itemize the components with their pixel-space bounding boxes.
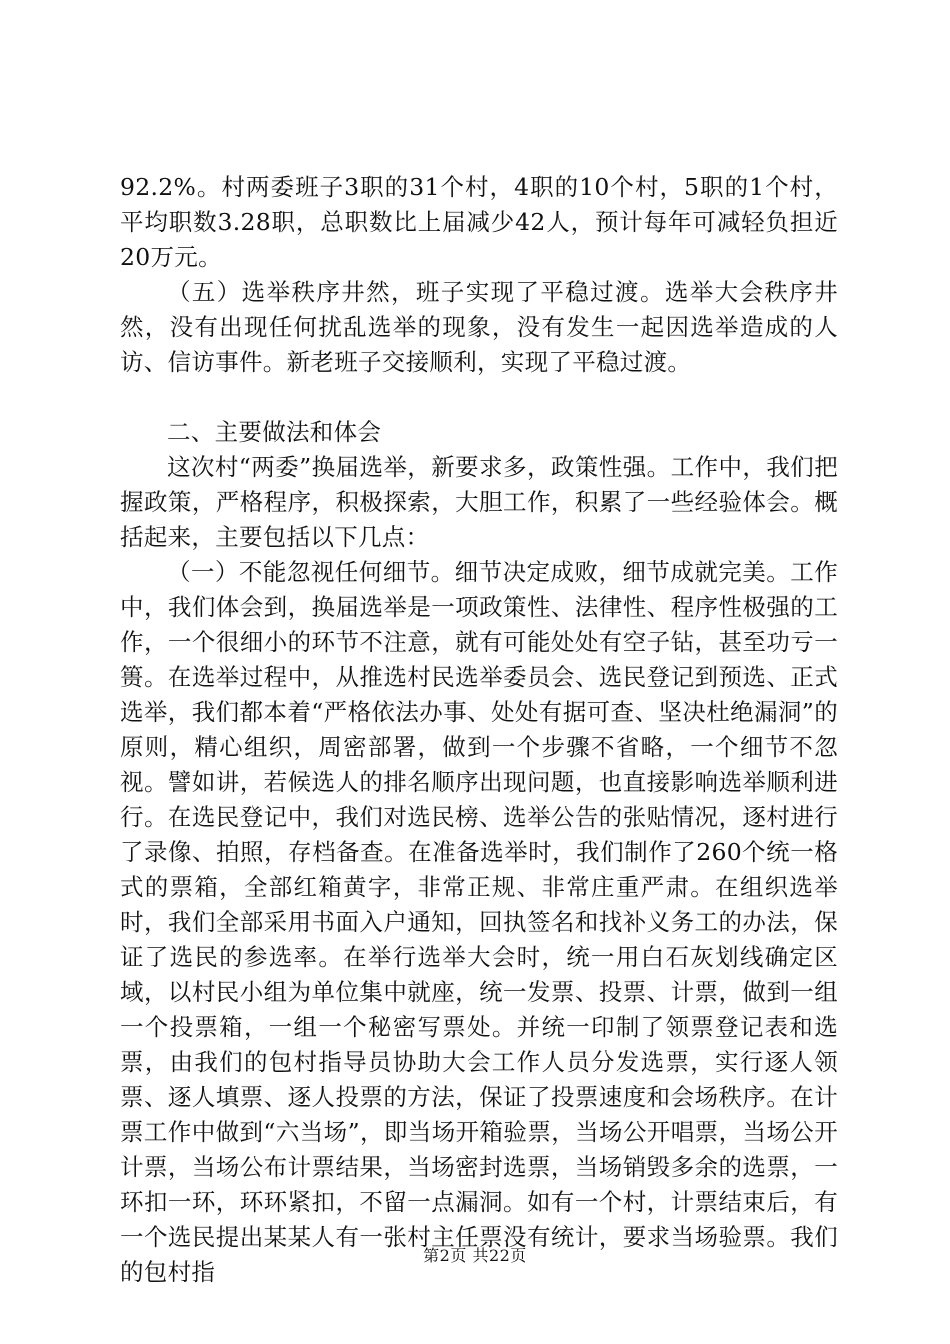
section-heading: 二、主要做法和体会 (167, 418, 382, 446)
paragraph-spacer (120, 380, 838, 415)
paragraph-overview: 这次村“两委”换届选举，新要求多，政策性强。工作中，我们把握政策，严格程序，积极探索，大胆工作，积累了一些经验体会。概括起来，主要包括以下几点： (120, 453, 838, 551)
paragraph-results-continued: 92.2%。村两委班子3职的31个村，4职的10个村，5职的1个村，平均职数3.28职，总职数比上届减少42人，预计每年可减轻负担近20万元。 (120, 173, 838, 271)
paragraph-details: （一）不能忽视任何细节。细节决定成败，细节成就完美。工作中，我们体会到，换届选举是一项政策性、法律性、程序性极强的工作，一个很细小的环节不注意，就有可能处处有空子钻，甚至功亏一篑。在选举过程中，从推选村民选举委员会、选民登记到预选、正式选举，我们都本着“严格依法办事、处处有据可查、坚决杜绝漏洞”的原则，精心组织，周密部署，做到一个步骤不省略，一个细节不忽视。譬如讲，若候选人的排名顺序出现问题，也直接影响选举顺利进行。在选民登记中，我们对选民榜、选举公告的张贴情况，逐村进行了录像、拍照，存档备查。在准备选举时，我们制作了260个统一格式的票箱，全部红箱黄字，非常正规、非常庄重严肃。在组织选举时，我们全部采用书面入户通知，回执签名和找补义务工的办法，保证了选民的参选率。在举行选举大会时，统一用白石灰划线确定区域，以村民小组为单位集中就座，统一发票、投票、计票，做到一组一个投票箱，一组一个秘密写票处。并统一印制了领票登记表和选票，由我们的包村指导员协助大会工作人员分发选票，实行逐人领票、逐人填票、逐人投票的方法，保证了投票速度和会场秩序。在计票工作中做到“六当场”，即当场开箱验票，当场公开唱票，当场公开计票，当场公布计票结果，当场密封选票，当场销毁多余的选票，一环扣一环，环环紧扣，不留一点漏洞。如有一个村，计票结束后，有一个选民提出某某人有一张村主任票没有统计，要求当场验票。我们的包村指 (120, 558, 838, 1286)
page-number-footer: 第2页 共22页 (423, 1246, 527, 1265)
paragraph-election-order: （五）选举秩序井然，班子实现了平稳过渡。选举大会秩序井然，没有出现任何扰乱选举的现象，没有发生一起因选举造成的人访、信访事件。新老班子交接顺利，实现了平稳过渡。 (120, 278, 838, 376)
document-body (120, 170, 838, 1290)
